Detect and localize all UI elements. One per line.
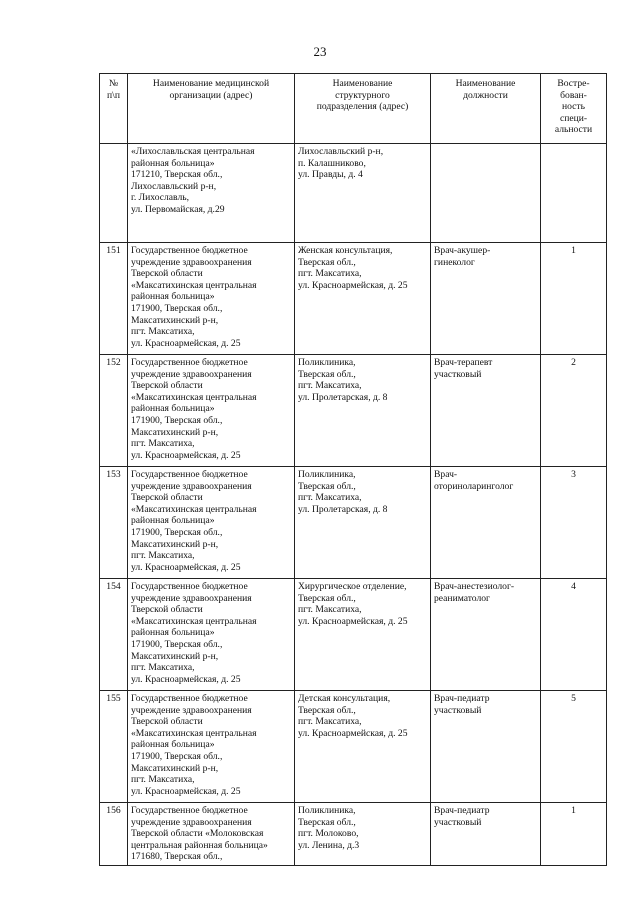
cell-demand: 1 [541, 243, 607, 355]
org-line: Тверской области [131, 492, 203, 504]
unit-line: Поликлиника, [298, 469, 356, 480]
cell-num: 154 [100, 579, 128, 691]
org-line: 171900, Тверская обл., [131, 414, 223, 426]
unit-line: Тверская обл., [298, 592, 356, 604]
position-line: участковый [434, 816, 482, 828]
unit-line: Тверская обл., [298, 368, 356, 380]
cell-position [431, 467, 541, 579]
org-line: Тверской области [131, 380, 203, 392]
cell-unit [295, 579, 431, 691]
org-line: Максатихинский р-н, [131, 426, 219, 438]
position-line: Врач-терапевт [434, 357, 493, 368]
org-line: Государственное бюджетное [131, 357, 248, 368]
cell-unit [295, 144, 431, 243]
org-line: учреждение здравоохранения [131, 592, 252, 604]
page-number: 23 [313, 44, 327, 59]
cell-unit [295, 467, 431, 579]
org-line: 171900, Тверская обл., [131, 750, 223, 762]
unit-line: пгт. Максатиха, [298, 492, 362, 504]
org-line: учреждение здравоохранения [131, 480, 252, 492]
table-row [100, 803, 607, 866]
cell-position [431, 355, 541, 467]
header-unit: Наименование структурного подразделения (адрес) [295, 74, 431, 144]
cell-organization [128, 579, 295, 691]
unit-line: Тверская обл., [298, 480, 356, 492]
org-line: пгт. Максатиха, [131, 774, 195, 786]
unit-line: пгт. Максатиха, [298, 604, 362, 616]
unit-line: Поликлиника, [298, 805, 356, 816]
org-line: Государственное бюджетное [131, 469, 248, 480]
org-line: «Максатихинская центральная [131, 391, 257, 403]
unit-line: Поликлиника, [298, 357, 356, 368]
cell-organization [128, 467, 295, 579]
cell-organization [128, 144, 295, 243]
org-line: Максатихинский р-н, [131, 762, 219, 774]
table-row [100, 355, 607, 467]
unit-line: ул. Красноармейская, д. 25 [298, 279, 408, 291]
org-line: Тверской области [131, 268, 203, 280]
unit-line: Детская консультация, [298, 693, 391, 704]
org-line: «Максатихинская центральная [131, 615, 257, 627]
cell-position [431, 144, 541, 243]
unit-line: ул. Красноармейская, д. 25 [298, 727, 408, 739]
org-line: Максатихинский р-н, [131, 650, 219, 662]
cell-num: 155 [100, 691, 128, 803]
cell-demand: 2 [541, 355, 607, 467]
org-line: Государственное бюджетное [131, 245, 248, 256]
unit-line: Лихославльский р-н, [298, 146, 384, 157]
cell-position [431, 691, 541, 803]
position-line: оториноларинголог [434, 480, 514, 492]
position-line: Врач-анестезиолог- [434, 581, 515, 592]
cell-num: 156 [100, 803, 128, 866]
org-line: учреждение здравоохранения [131, 704, 252, 716]
cell-position [431, 803, 541, 866]
org-line: Тверской области [131, 604, 203, 616]
cell-num [100, 144, 128, 243]
cell-unit [295, 355, 431, 467]
header-num: № п\п [100, 74, 128, 144]
org-line: «Максатихинская центральная [131, 279, 257, 291]
org-line: Государственное бюджетное [131, 805, 248, 816]
position-line: Врач-акушер- [434, 245, 491, 256]
position-line: Врач-педиатр [434, 693, 490, 704]
cell-organization [128, 803, 295, 866]
position-line: участковый [434, 368, 482, 380]
cell-unit [295, 803, 431, 866]
cell-position [431, 579, 541, 691]
org-line: Максатихинский р-н, [131, 538, 219, 550]
cell-demand: 5 [541, 691, 607, 803]
header-organization: Наименование медицинской организации (адрес) [128, 74, 295, 144]
org-line: ул. Первомайская, д.29 [131, 203, 225, 215]
table-header-row [100, 74, 607, 144]
cell-num: 153 [100, 467, 128, 579]
org-line: ул. Красноармейская, д. 25 [131, 673, 241, 685]
org-line: Тверской области [131, 716, 203, 728]
cell-num: 152 [100, 355, 128, 467]
org-line: учреждение здравоохранения [131, 816, 252, 828]
header-position: Наименование должности [431, 74, 541, 144]
unit-line: ул. Пролетарская, д. 8 [298, 503, 388, 515]
position-line: гинеколог [434, 256, 475, 268]
org-line: пгт. Максатиха, [131, 326, 195, 338]
org-line: «Лихославльская центральная [131, 146, 255, 157]
org-line: учреждение здравоохранения [131, 368, 252, 380]
header-demand: Востре- бован- ность специ- альности [541, 74, 607, 144]
org-line: «Максатихинская центральная [131, 727, 257, 739]
org-line: 171900, Тверская обл., [131, 638, 223, 650]
org-line: 171210, Тверская обл., [131, 169, 223, 181]
org-line: районная больница» [131, 627, 215, 639]
unit-line: Тверская обл., [298, 704, 356, 716]
unit-line: ул. Пролетарская, д. 8 [298, 391, 388, 403]
org-line: 171680, Тверская обл., [131, 851, 223, 863]
org-line: районная больница» [131, 403, 215, 415]
org-line: учреждение здравоохранения [131, 256, 252, 268]
cell-num: 151 [100, 243, 128, 355]
unit-line: п. Калашниково, [298, 157, 366, 169]
cell-demand: 4 [541, 579, 607, 691]
cell-organization [128, 355, 295, 467]
cell-unit [295, 243, 431, 355]
org-line: ул. Красноармейская, д. 25 [131, 337, 241, 349]
position-line: участковый [434, 704, 482, 716]
cell-unit [295, 691, 431, 803]
org-line: г. Лихославль, [131, 192, 190, 204]
org-line: Тверской области «Молоковская [131, 828, 264, 840]
org-line: районная больница» [131, 515, 215, 527]
table-row [100, 579, 607, 691]
table-row [100, 144, 607, 243]
org-line: пгт. Максатиха, [131, 662, 195, 674]
org-line: Государственное бюджетное [131, 693, 248, 704]
table-row [100, 467, 607, 579]
cell-demand [541, 144, 607, 243]
cell-demand: 1 [541, 803, 607, 866]
table-row [100, 243, 607, 355]
org-line: Максатихинский р-н, [131, 314, 219, 326]
org-line: районная больница» [131, 291, 215, 303]
position-line: Врач- [434, 469, 458, 480]
cell-organization [128, 691, 295, 803]
unit-line: пгт. Молоково, [298, 828, 359, 840]
unit-line: Женская консультация, [298, 245, 393, 256]
cell-organization [128, 243, 295, 355]
org-line: ул. Красноармейская, д. 25 [131, 785, 241, 797]
unit-line: пгт. Максатиха, [298, 268, 362, 280]
org-line: ул. Красноармейская, д. 25 [131, 561, 241, 573]
org-line: ул. Красноармейская, д. 25 [131, 449, 241, 461]
unit-line: Тверская обл., [298, 816, 356, 828]
unit-line: пгт. Максатиха, [298, 380, 362, 392]
position-line: реаниматолог [434, 592, 490, 604]
table-row [100, 691, 607, 803]
unit-line: ул. Правды, д. 4 [298, 169, 363, 181]
org-line: 171900, Тверская обл., [131, 302, 223, 314]
org-line: пгт. Максатиха, [131, 438, 195, 450]
org-line: районная больница» [131, 157, 215, 169]
org-line: районная больница» [131, 739, 215, 751]
unit-line: Хирургическое отделение, [298, 581, 407, 592]
org-line: 171900, Тверская обл., [131, 526, 223, 538]
org-line: центральная районная больница» [131, 839, 268, 851]
unit-line: Тверская обл., [298, 256, 356, 268]
org-line: пгт. Максатиха, [131, 550, 195, 562]
org-line: Государственное бюджетное [131, 581, 248, 592]
unit-line: ул. Ленина, д.3 [298, 839, 360, 851]
org-line: Лихославльский р-н, [131, 180, 217, 192]
cell-demand: 3 [541, 467, 607, 579]
position-line: Врач-педиатр [434, 805, 490, 816]
unit-line: пгт. Максатиха, [298, 716, 362, 728]
unit-line: ул. Красноармейская, д. 25 [298, 615, 408, 627]
vacancy-table [99, 73, 607, 866]
org-line: «Максатихинская центральная [131, 503, 257, 515]
cell-position [431, 243, 541, 355]
